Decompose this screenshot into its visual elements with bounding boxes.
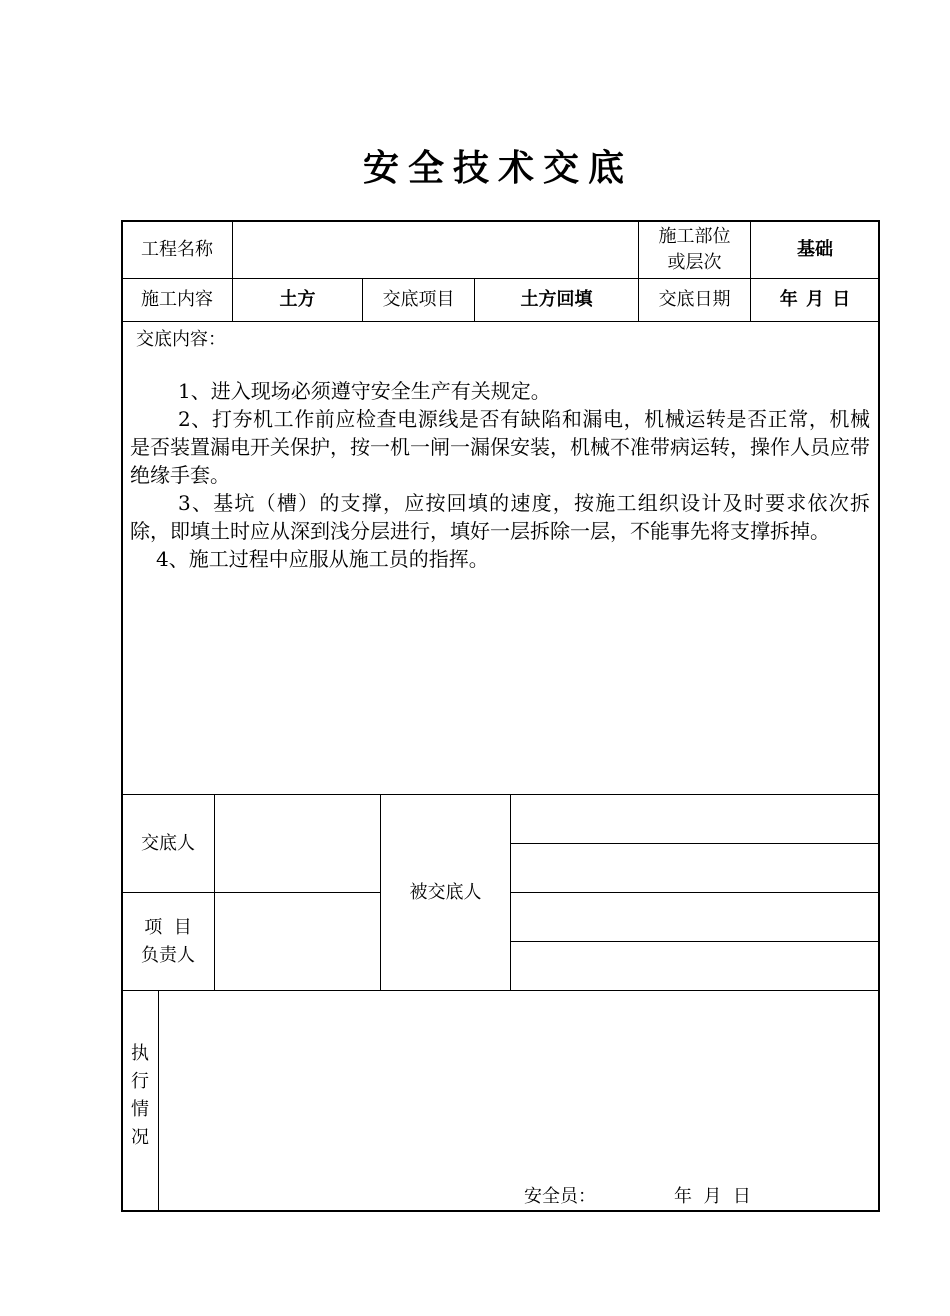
row-divider [122, 321, 879, 322]
safety-officer-label: 安全员： [524, 1186, 596, 1207]
briefing-item-value[interactable]: 土方回填 [520, 289, 593, 310]
execution-label-char: 行 [131, 1071, 149, 1092]
briefing-form [121, 220, 880, 1212]
recipient-signature-field-2[interactable] [511, 844, 879, 892]
briefer-signature-field[interactable] [215, 795, 380, 892]
project-lead-signature-field[interactable] [215, 893, 380, 990]
construction-content-value[interactable]: 土方 [279, 289, 316, 310]
recipient-signature-field-3[interactable] [511, 893, 879, 941]
project-lead-label [122, 893, 214, 990]
briefing-content [130, 377, 870, 573]
project-lead-label-line1: 项 目 [144, 916, 192, 938]
content-label: 交底内容： [136, 329, 226, 350]
briefer-label: 交底人 [141, 832, 195, 854]
location-label [639, 222, 750, 278]
execution-label-char: 况 [131, 1127, 149, 1148]
content-item-2: 2、打夯机工作前应检查电源线是否有缺陷和漏电，机械运转是否正常，机械是否装置漏电开关保护，按一机一闸一漏保安装，机械不准带病运转，操作人员应带绝缘手套。 [130, 407, 870, 487]
location-label-line2: 或层次 [667, 252, 722, 273]
briefing-item-label: 交底项目 [382, 289, 455, 310]
execution-date-label: 年 月 日 [674, 1186, 751, 1207]
briefing-date-label: 交底日期 [658, 289, 731, 310]
execution-label-char: 情 [131, 1099, 149, 1120]
recipient-signature-field-1[interactable] [511, 795, 879, 843]
content-item-3: 3、基坑（槽）的支撑，应按回填的速度，按施工组织设计及时要求依次拆除，即填土时应从深到浅分层进行，填好一层拆除一层，不能事先将支撑拆掉。 [130, 491, 870, 543]
page-title: 安全技术交底 [362, 148, 633, 189]
project-name-label: 工程名称 [141, 239, 213, 260]
recipient-signature-field-4[interactable] [511, 942, 879, 990]
location-label-line1: 施工部位 [658, 226, 731, 247]
construction-content-label: 施工内容 [141, 289, 213, 310]
row-divider [122, 990, 879, 991]
recipient-label: 被交底人 [409, 881, 482, 903]
project-name-field[interactable] [233, 222, 638, 278]
project-lead-label-line2: 负责人 [141, 944, 195, 966]
col-divider [158, 991, 159, 1210]
execution-label [122, 1040, 158, 1152]
content-item-4: 4、施工过程中应服从施工员的指挥。 [156, 547, 489, 571]
briefing-date-value[interactable]: 年 月 日 [779, 289, 851, 310]
location-value[interactable]: 基础 [797, 239, 833, 260]
execution-label-char: 执 [131, 1043, 149, 1064]
content-item-1: 1、进入现场必须遵守安全生产有关规定。 [178, 379, 551, 403]
